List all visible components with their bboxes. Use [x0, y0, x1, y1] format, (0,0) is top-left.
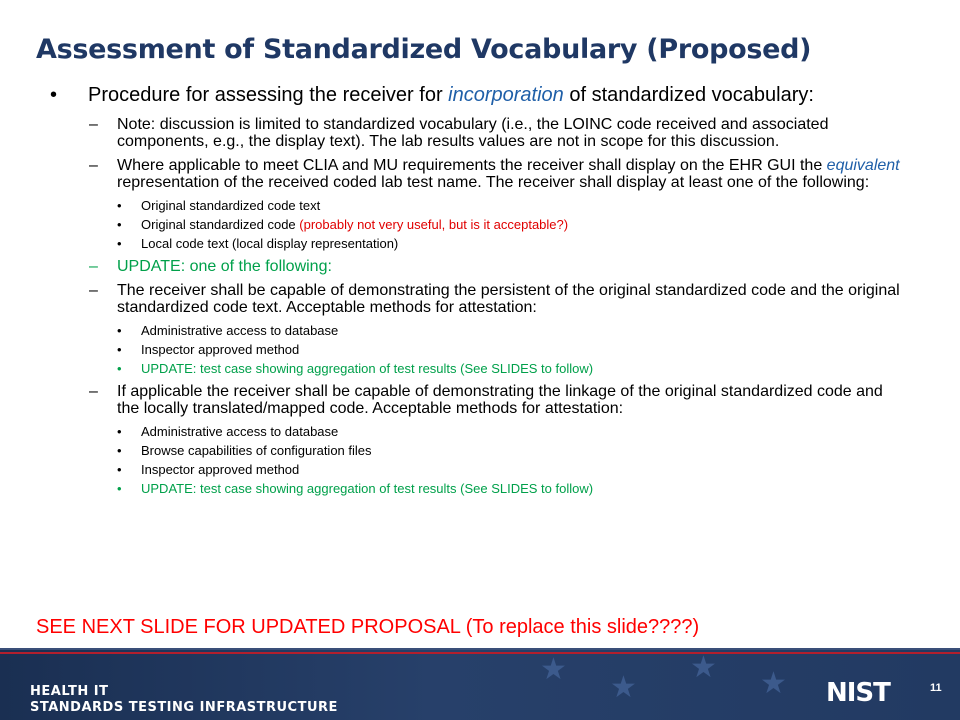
- next-slide-notice: SEE NEXT SLIDE FOR UPDATED PROPOSAL (To replace this slide????): [36, 616, 700, 638]
- display-option-2: [0, 217, 960, 232]
- star-icon: ★: [610, 671, 637, 704]
- linkage-method-3-text: Inspector approved method: [141, 462, 300, 477]
- linkage-method-2: [0, 443, 960, 458]
- sub-bullet-marker: •: [117, 361, 122, 376]
- sub-bullet-marker: •: [117, 481, 122, 496]
- footer-red-rule: [0, 652, 960, 654]
- persistent-method-3: [0, 361, 960, 376]
- dash-marker: –: [89, 282, 98, 299]
- linkage-method-3: [0, 462, 960, 477]
- linkage-method-1: [0, 424, 960, 439]
- display-option-3-text: Local code text (local display representation): [141, 236, 399, 251]
- display-option-2-question: (probably not very useful, but is it acceptable?): [299, 217, 569, 232]
- display-option-3: [0, 236, 960, 251]
- main-bullet-text-post: of standardized vocabulary:: [563, 84, 814, 106]
- star-icon: ★: [760, 667, 787, 700]
- where-emphasis: equivalent: [826, 157, 900, 174]
- note-text: Note: discussion is limited to standardized vocabulary (i.e., the LOINC code received and associated components, e.g., the display text). The lab results values are not in scope for this discussion.: [117, 116, 829, 150]
- linkage-method-1-text: Administrative access to database: [141, 424, 339, 439]
- linkage-item: [0, 383, 960, 417]
- sub-bullet-marker: •: [117, 424, 122, 439]
- main-bullet-text-pre: Procedure for assessing the receiver for: [88, 84, 449, 106]
- sub-bullet-marker: •: [117, 217, 122, 232]
- linkage-method-4: [0, 481, 960, 496]
- bullet-marker: •: [50, 84, 58, 106]
- sub-bullet-marker: •: [117, 443, 122, 458]
- persistent-method-2-text: Inspector approved method: [141, 342, 300, 357]
- footer-rule: [0, 648, 960, 650]
- update-text: UPDATE: one of the following:: [117, 258, 332, 275]
- linkage-method-4-text: UPDATE: test case showing aggregation of test results (See SLIDES to follow): [141, 481, 594, 496]
- display-option-1: [0, 198, 960, 213]
- linkage-method-2-text: Browse capabilities of configuration files: [141, 443, 372, 458]
- persistent-method-3-text: UPDATE: test case showing aggregation of test results (See SLIDES to follow): [141, 361, 594, 376]
- footer-banner: [0, 648, 960, 720]
- persistent-method-1-text: Administrative access to database: [141, 323, 339, 338]
- display-option-1-text: Original standardized code text: [141, 198, 321, 213]
- linkage-text: If applicable the receiver shall be capable of demonstrating the linkage of the original standardized code and the locally translated/mapped code. Acceptable methods for attestation:: [117, 383, 883, 417]
- note-item: [0, 116, 960, 150]
- dash-marker: –: [89, 383, 98, 400]
- sub-bullet-marker: •: [117, 236, 122, 251]
- dash-marker: –: [89, 258, 98, 275]
- footer-line-2: STANDARDS TESTING INFRASTRUCTURE: [30, 700, 338, 715]
- slide-title: Assessment of Standardized Vocabulary (Proposed): [36, 34, 812, 65]
- slide-body: [0, 84, 960, 500]
- sub-bullet-marker: •: [117, 462, 122, 477]
- persistent-method-1: [0, 323, 960, 338]
- where-text-pre: Where applicable to meet CLIA and MU requirements the receiver shall display on the EHR GUI the: [117, 157, 827, 174]
- where-text-post: representation of the received coded lab test name. The receiver shall display at least one of the following:: [117, 174, 870, 191]
- display-option-2-text: Original standardized code: [141, 217, 300, 232]
- where-item: [0, 157, 960, 191]
- sub-bullet-marker: •: [117, 198, 122, 213]
- persistent-item: [0, 282, 960, 316]
- update-item: [0, 258, 960, 275]
- persistent-method-2: [0, 342, 960, 357]
- sub-bullet-marker: •: [117, 342, 122, 357]
- star-icon: ★: [690, 651, 717, 684]
- footer-line-1: HEALTH IT: [30, 684, 109, 699]
- star-icon: ★: [540, 653, 567, 686]
- main-bullet-emphasis: incorporation: [448, 84, 564, 106]
- nist-logo: NIST: [826, 678, 890, 708]
- dash-marker: –: [89, 116, 98, 133]
- dash-marker: –: [89, 157, 98, 174]
- persistent-text: The receiver shall be capable of demonstrating the persistent of the original standardized code and the original standardized code text. Acceptable methods for attestation:: [117, 282, 900, 316]
- sub-bullet-marker: •: [117, 323, 122, 338]
- page-number: 11: [930, 682, 942, 694]
- main-bullet: [0, 84, 960, 106]
